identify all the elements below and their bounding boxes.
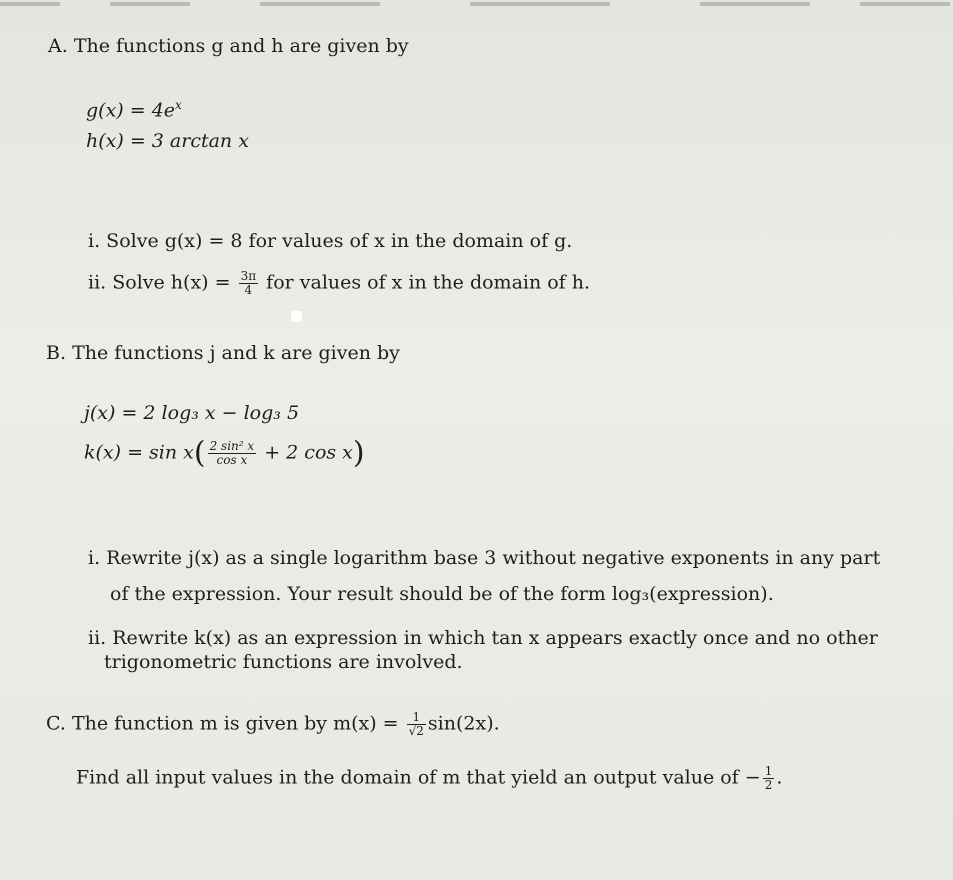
part-b-question-i-line2: of the expression. Your result should be of the form log₃(expression). <box>110 583 774 605</box>
part-b-heading: B. The functions j and k are given by <box>46 342 400 364</box>
equation-k: k(x) = sin x( $\frac{\text{2 sin² x}}{\text{cos x}}$ + 2 cos x) <box>84 435 365 471</box>
part-b-question-i-line1: i. Rewrite j(x) as a single logarithm base 3 without negative exponents in any part <box>88 547 881 569</box>
equation-j: j(x) = 2 log₃ x − log₃ 5 <box>84 402 300 424</box>
top-border-strip <box>0 0 953 8</box>
part-c-heading: C. The function m is given by m(x) = $\frac{1}{√2}$ sin(2x). <box>46 710 500 738</box>
part-b-question-ii-line2: trigonometric functions are involved. <box>104 651 463 673</box>
equation-g: $g(x) = 4e^x$ <box>86 98 182 122</box>
part-c-question: Find all input values in the domain of m that yield an output value of − $\frac{1}{2}$ . <box>76 764 783 792</box>
equation-h: h(x) = 3 arctan x <box>86 130 249 152</box>
part-a-heading: A. The functions g and h are given by <box>48 35 409 57</box>
part-a-question-ii: ii. Solve h(x) = $\frac{3\pi}{4}$ for values of x in the domain of h. <box>88 269 591 297</box>
glare-spot <box>291 311 302 322</box>
part-a-question-i: i. Solve g(x) = 8 for values of x in the domain of g. <box>88 230 573 252</box>
part-b-question-ii-line1: ii. Rewrite k(x) as an expression in which tan x appears exactly once and no other <box>88 627 878 649</box>
